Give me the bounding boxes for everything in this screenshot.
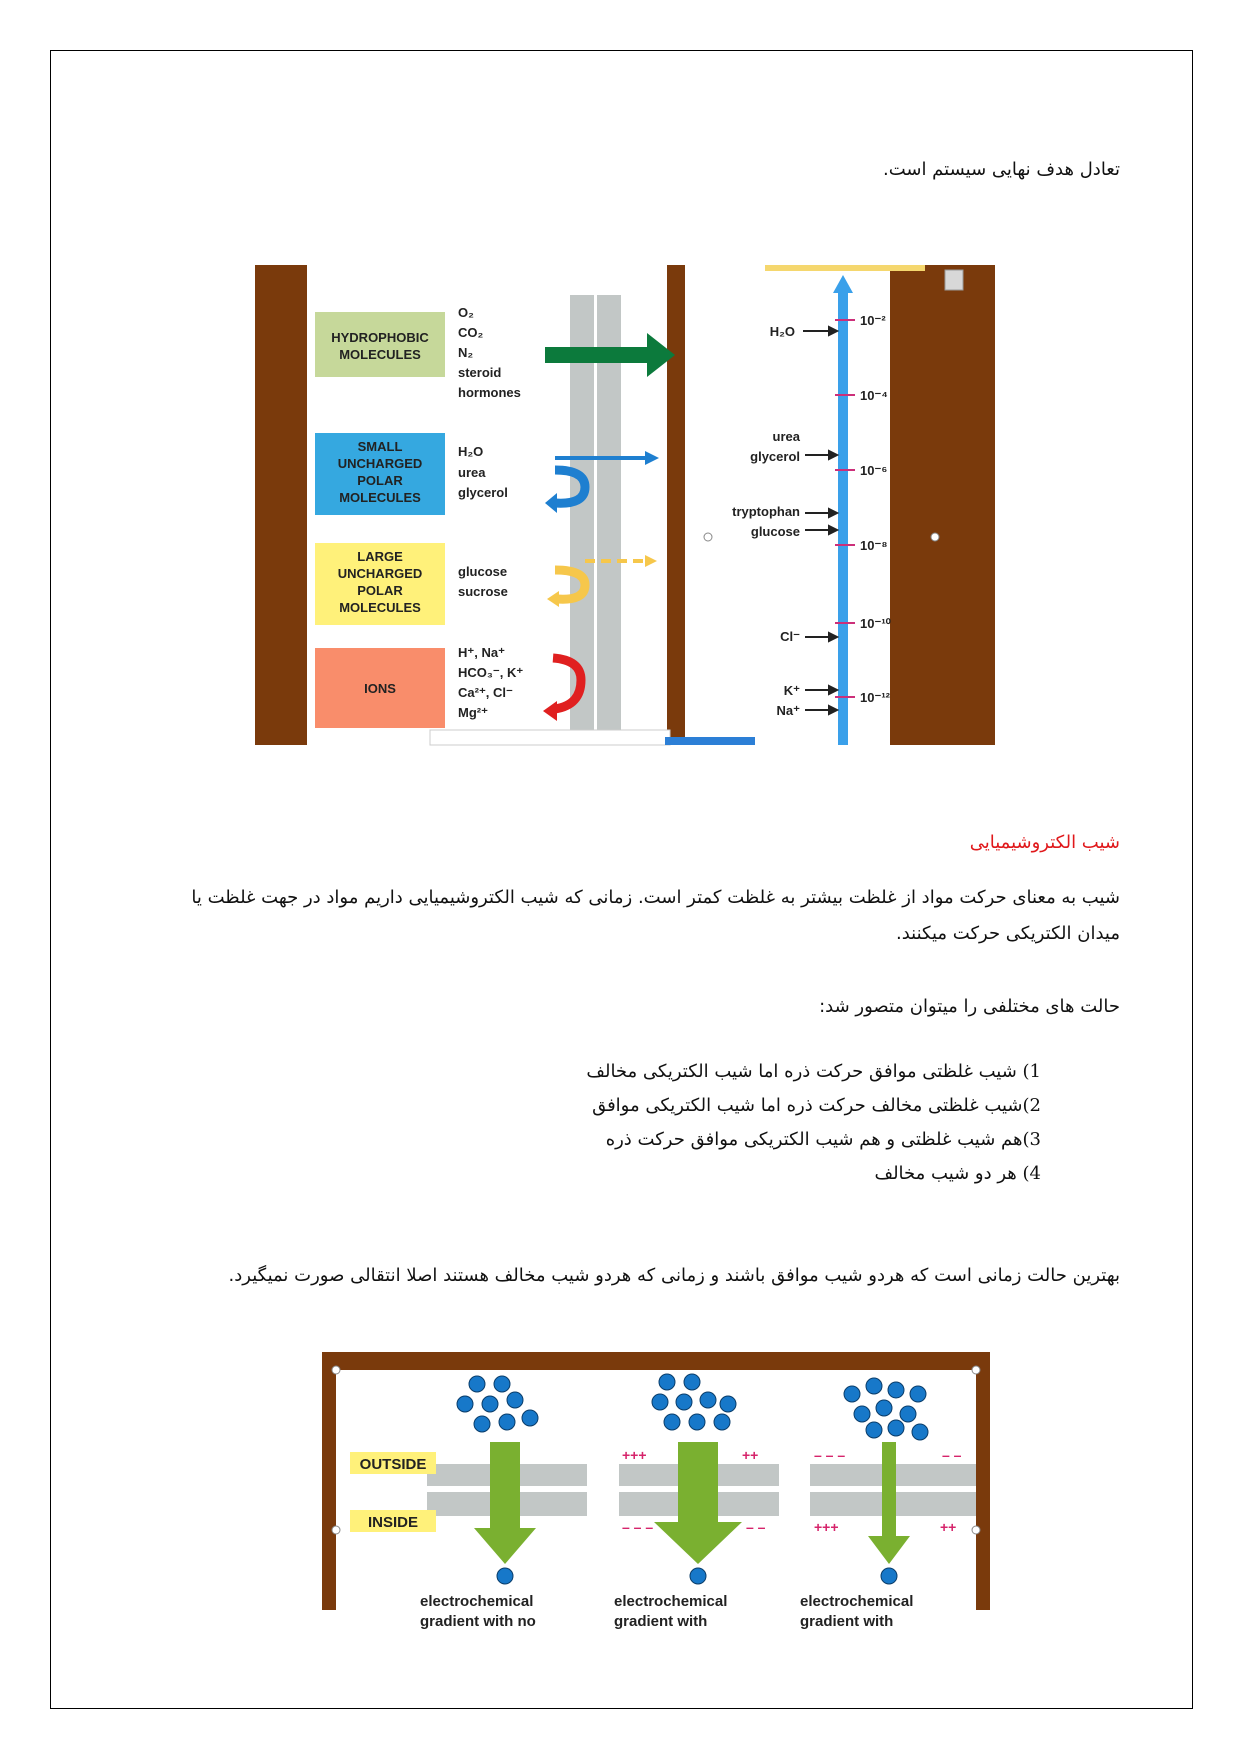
svg-text:steroid: steroid bbox=[458, 365, 502, 380]
svg-text:K⁺: K⁺ bbox=[783, 683, 800, 698]
svg-text:tryptophan: tryptophan bbox=[732, 504, 800, 519]
svg-text:H₂O: H₂O bbox=[458, 444, 484, 459]
svg-text:glycerol: glycerol bbox=[750, 449, 800, 464]
svg-text:Ca²⁺, Cl⁻: Ca²⁺, Cl⁻ bbox=[458, 685, 513, 700]
svg-text:sucrose: sucrose bbox=[458, 584, 508, 599]
svg-text:Na⁺: Na⁺ bbox=[776, 703, 800, 718]
svg-text:urea: urea bbox=[772, 429, 800, 444]
svg-text:UNCHARGED: UNCHARGED bbox=[337, 456, 423, 471]
paragraph-3: بهترین حالت زمانی است که هردو شیب موافق باشند و زمانی که هردو شیب مخالف هستند اصلا انتقالی صورت نمیگیرد. bbox=[228, 1265, 1120, 1286]
svg-text:– – –: – – – bbox=[622, 1519, 654, 1535]
svg-text:electrochemical: electrochemical bbox=[800, 1593, 914, 1610]
svg-text:++: ++ bbox=[742, 1447, 759, 1463]
svg-text:MOLECULES: MOLECULES bbox=[339, 490, 421, 505]
svg-text:urea: urea bbox=[458, 465, 486, 480]
outside-label: OUTSIDE bbox=[359, 1456, 427, 1473]
svg-text:electrochemical: electrochemical bbox=[614, 1593, 728, 1610]
list-item: 4) هر دو شیب مخالف bbox=[874, 1163, 1041, 1184]
svg-text:Mg²⁺: Mg²⁺ bbox=[458, 705, 488, 720]
svg-text:glucose: glucose bbox=[458, 564, 508, 579]
svg-text:glycerol: glycerol bbox=[458, 485, 508, 500]
svg-text:UNCHARGED: UNCHARGED bbox=[337, 566, 423, 581]
svg-text:H⁺, Na⁺: H⁺, Na⁺ bbox=[458, 645, 505, 660]
svg-text:10⁻¹²: 10⁻¹² bbox=[860, 690, 890, 705]
svg-text:MOLECULES: MOLECULES bbox=[339, 347, 421, 362]
svg-text:H₂O: H₂O bbox=[769, 324, 795, 339]
svg-text:+++: +++ bbox=[814, 1519, 839, 1535]
svg-text:Cl⁻: Cl⁻ bbox=[780, 629, 800, 644]
svg-text:N₂: N₂ bbox=[458, 345, 474, 360]
list-item: 1) شیب غلظتی موافق حرکت ذره اما شیب الکتریکی مخالف bbox=[586, 1061, 1041, 1082]
svg-text:SMALL: SMALL bbox=[357, 439, 403, 454]
svg-text:– – –: – – – bbox=[814, 1447, 846, 1463]
svg-text:POLAR: POLAR bbox=[357, 583, 403, 598]
svg-text:gradient with no: gradient with no bbox=[420, 1613, 536, 1630]
intro-line: تعادل هدف نهایی سیستم است. bbox=[882, 159, 1120, 180]
svg-text:MOLECULES: MOLECULES bbox=[339, 600, 421, 615]
electrochemical-gradient-figure bbox=[322, 1352, 990, 1630]
svg-text:gradient with: gradient with bbox=[614, 1613, 708, 1630]
svg-text:glucose: glucose bbox=[750, 524, 800, 539]
svg-text:10⁻⁴: 10⁻⁴ bbox=[860, 388, 888, 403]
svg-text:10⁻²: 10⁻² bbox=[860, 313, 886, 328]
list-item: 3)هم شیب غلظتی و هم شیب الکتریکی موافق حرکت ذره bbox=[605, 1129, 1041, 1150]
list-item: 2)شیب غلظتی مخالف حرکت ذره اما شیب الکتریکی موافق bbox=[592, 1095, 1041, 1116]
membrane-permeability-figure bbox=[255, 265, 995, 745]
svg-text:++: ++ bbox=[940, 1519, 957, 1535]
svg-text:HCO₃⁻, K⁺: HCO₃⁻, K⁺ bbox=[458, 665, 524, 680]
svg-text:O₂: O₂ bbox=[458, 305, 474, 320]
svg-text:IONS: IONS bbox=[364, 681, 396, 696]
svg-text:HYDROPHOBIC: HYDROPHOBIC bbox=[331, 330, 429, 345]
svg-text:+++: +++ bbox=[622, 1447, 647, 1463]
svg-text:– –: – – bbox=[942, 1447, 962, 1463]
paragraph-1: شیب به معنای حرکت مواد از غلظت بیشتر به غلظت کمتر است. زمانی که شیب الکتروشیمیایی داریم مواد در جهت غلظت یا میدان الکتریکی حرکت میکنند. bbox=[191, 887, 1120, 944]
svg-text:10⁻¹⁰: 10⁻¹⁰ bbox=[860, 616, 891, 631]
svg-text:10⁻⁶: 10⁻⁶ bbox=[860, 463, 888, 478]
cases-list bbox=[341, 1055, 1041, 1191]
paragraph-2: حالت های مختلفی را میتوان متصور شد: bbox=[819, 996, 1120, 1017]
svg-text:POLAR: POLAR bbox=[357, 473, 403, 488]
svg-text:LARGE: LARGE bbox=[357, 549, 403, 564]
svg-text:hormones: hormones bbox=[458, 385, 521, 400]
svg-text:gradient with: gradient with bbox=[800, 1613, 894, 1630]
inside-label: INSIDE bbox=[367, 1514, 419, 1531]
image-handle-icon[interactable] bbox=[945, 270, 963, 290]
section-heading: شیب الکتروشیمیایی bbox=[969, 832, 1120, 853]
svg-text:electrochemical: electrochemical bbox=[420, 1593, 534, 1610]
svg-text:10⁻⁸: 10⁻⁸ bbox=[860, 538, 888, 553]
svg-text:CO₂: CO₂ bbox=[458, 325, 484, 340]
svg-text:– –: – – bbox=[746, 1519, 766, 1535]
